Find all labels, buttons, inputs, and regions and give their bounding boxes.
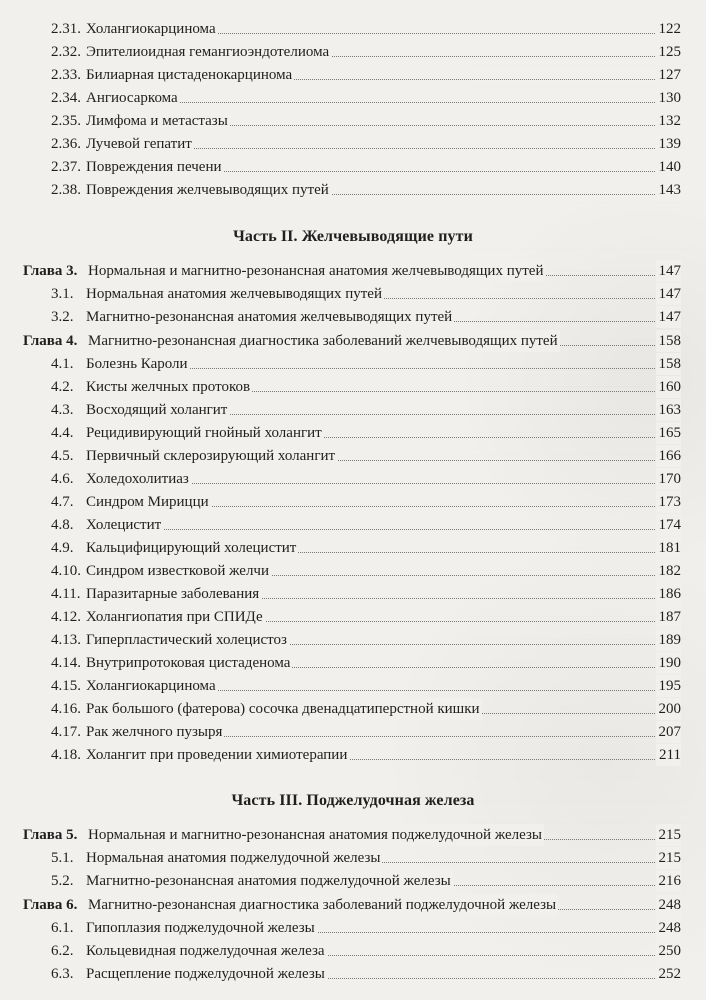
toc-section-row[interactable] [0, 940, 706, 962]
chapter-number: Глава 3. [23, 263, 78, 279]
toc-chapter-row[interactable] [0, 824, 706, 846]
page-number: 173 [656, 491, 682, 513]
section-title: Лучевой гепатит [86, 133, 194, 155]
section-title: Холангит при проведении химиотерапии [86, 744, 349, 766]
toc-section-row[interactable] [0, 629, 706, 651]
toc-section-row[interactable] [0, 399, 706, 421]
toc-chapter-row[interactable] [0, 260, 706, 282]
section-number: 4.4. [51, 425, 74, 441]
section-title: Внутрипротоковая цистаденома [86, 652, 292, 674]
toc-section-row[interactable] [0, 963, 706, 985]
section-title: Рецидивирующий гнойный холангит [86, 422, 324, 444]
page-number: 182 [656, 560, 682, 582]
section-title: Рак желчного пузыря [86, 721, 224, 743]
toc-section-row[interactable] [0, 376, 706, 398]
toc-section-row[interactable] [0, 652, 706, 674]
section-number: 4.7. [51, 494, 74, 510]
page-number: 147 [656, 260, 682, 282]
section-number: 4.9. [51, 540, 74, 556]
section-title: Восходящий холангит [86, 399, 229, 421]
section-number: 4.8. [51, 517, 74, 533]
page-number: 207 [656, 721, 682, 743]
page-number: 250 [656, 940, 682, 962]
chapter-title: Нормальная и магнитно-резонансная анатомия желчевыводящих путей [88, 260, 545, 282]
section-title: Нормальная анатомия поджелудочной железы [86, 847, 382, 869]
toc-section-row[interactable] [0, 675, 706, 697]
page-number: 127 [656, 64, 682, 86]
section-title: Кальцифицирующий холецистит [86, 537, 298, 559]
section-title: Лимфома и метастазы [86, 110, 230, 132]
toc-section-row[interactable] [0, 422, 706, 444]
section-number: 4.11. [51, 586, 81, 602]
section-number: 4.17. [51, 724, 81, 740]
chapter-number: Глава 5. [23, 827, 78, 843]
page-number: 166 [656, 445, 682, 467]
section-number: 2.31. [51, 21, 81, 37]
chapter-title: Магнитно-резонансная диагностика заболеваний поджелудочной железы [88, 894, 558, 916]
section-title: Болезнь Кароли [86, 353, 190, 375]
chapter-title: Магнитно-резонансная диагностика заболеваний желчевыводящих путей [88, 330, 560, 352]
part-heading: Часть III. Поджелудочная железа [231, 792, 475, 809]
toc-chapter-row[interactable] [0, 894, 706, 916]
chapter-number: Глава 4. [23, 333, 78, 349]
part-heading: Часть II. Желчевыводящие пути [233, 228, 473, 245]
toc-section-row[interactable] [0, 917, 706, 939]
page-number: 216 [656, 870, 682, 892]
section-number: 6.2. [51, 943, 74, 959]
page-number: 181 [656, 537, 682, 559]
section-title: Гипоплазия поджелудочной железы [86, 917, 317, 939]
toc-section-row[interactable] [0, 110, 706, 132]
page-number: 125 [656, 41, 682, 63]
toc-section-row[interactable] [0, 445, 706, 467]
page-number: 143 [656, 179, 682, 201]
toc-section-row[interactable] [0, 41, 706, 63]
page-number: 160 [656, 376, 682, 398]
section-number: 2.34. [51, 90, 81, 106]
page-number: 170 [656, 468, 682, 490]
page-number: 215 [656, 847, 682, 869]
section-number: 3.2. [51, 309, 74, 325]
section-number: 2.35. [51, 113, 81, 129]
page-number: 158 [656, 353, 682, 375]
page-number: 189 [656, 629, 682, 651]
chapter-title: Нормальная и магнитно-резонансная анатомия поджелудочной железы [88, 824, 544, 846]
page-number: 132 [656, 110, 682, 132]
section-title: Холангиокарцинома [86, 18, 218, 40]
toc-section-row[interactable] [0, 744, 706, 766]
toc-section-row[interactable] [0, 179, 706, 201]
section-title: Повреждения желчевыводящих путей [86, 179, 331, 201]
section-title: Ангиосаркома [86, 87, 180, 109]
page-number: 190 [656, 652, 682, 674]
section-number: 4.1. [51, 356, 74, 372]
page-number: 147 [656, 283, 682, 305]
section-title: Холангиопатия при СПИДе [86, 606, 265, 628]
section-title: Эпителиоидная гемангиоэндотелиома [86, 41, 331, 63]
page-number: 139 [656, 133, 682, 155]
section-number: 6.3. [51, 966, 74, 982]
section-title: Расщепление поджелудочной железы [86, 963, 327, 985]
section-title: Кольцевидная поджелудочная железа [86, 940, 327, 962]
section-title: Паразитарные заболевания [86, 583, 261, 605]
toc-section-row[interactable] [0, 468, 706, 490]
toc-section-row[interactable] [0, 721, 706, 743]
page-number: 165 [656, 422, 682, 444]
toc-section-row[interactable] [0, 606, 706, 628]
page-number: 140 [656, 156, 682, 178]
toc-section-row[interactable] [0, 698, 706, 720]
section-number: 2.37. [51, 159, 81, 175]
section-number: 3.1. [51, 286, 74, 302]
page-number: 158 [656, 330, 682, 352]
section-title: Холецистит [86, 514, 163, 536]
section-title: Гиперпластический холецистоз [86, 629, 289, 651]
section-number: 2.36. [51, 136, 81, 152]
section-number: 4.5. [51, 448, 74, 464]
toc-section-row[interactable] [0, 514, 706, 536]
section-number: 4.15. [51, 678, 81, 694]
section-number: 4.18. [51, 747, 81, 763]
page-number: 248 [656, 894, 682, 916]
toc-section-row[interactable] [0, 64, 706, 86]
section-title: Синдром известковой желчи [86, 560, 271, 582]
section-number: 4.14. [51, 655, 81, 671]
page-number: 211 [656, 744, 681, 766]
page-number: 252 [656, 963, 682, 985]
section-title: Рак большого (фатерова) сосочка двенадцатиперстной кишки [86, 698, 482, 720]
section-title: Нормальная анатомия желчевыводящих путей [86, 283, 384, 305]
toc-section-row[interactable] [0, 870, 706, 892]
section-number: 4.2. [51, 379, 74, 395]
section-number: 4.3. [51, 402, 74, 418]
page-number: 248 [656, 917, 682, 939]
section-number: 2.32. [51, 44, 81, 60]
toc-leader-dots [86, 529, 681, 530]
toc-section-row[interactable] [0, 537, 706, 559]
section-title: Холедохолитиаз [86, 468, 191, 490]
section-title: Билиарная цистаденокарцинома [86, 64, 294, 86]
toc-section-row[interactable] [0, 353, 706, 375]
section-number: 2.33. [51, 67, 81, 83]
toc-chapter-row[interactable] [0, 330, 706, 352]
toc-section-row[interactable] [0, 491, 706, 513]
page-number: 147 [656, 306, 682, 328]
page-number: 122 [656, 18, 682, 40]
section-title: Первичный склерозирующий холангит [86, 445, 337, 467]
toc-section-row[interactable] [0, 306, 706, 328]
section-number: 5.2. [51, 873, 74, 889]
section-title: Магнитно-резонансная анатомия желчевыводящих путей [86, 306, 454, 328]
toc-section-row[interactable] [0, 583, 706, 605]
page-number: 130 [656, 87, 682, 109]
page-number: 186 [656, 583, 682, 605]
section-title: Магнитно-резонансная анатомия поджелудочной железы [86, 870, 453, 892]
section-number: 4.6. [51, 471, 74, 487]
page-number: 200 [656, 698, 682, 720]
page-number: 195 [656, 675, 682, 697]
chapter-number: Глава 6. [23, 897, 78, 913]
section-number: 4.13. [51, 632, 81, 648]
toc-section-row[interactable] [0, 87, 706, 109]
toc-section-row[interactable] [0, 283, 706, 305]
toc-section-row[interactable] [0, 560, 706, 582]
page-number: 163 [656, 399, 682, 421]
toc-section-row[interactable] [0, 133, 706, 155]
page-number: 215 [656, 824, 682, 846]
section-number: 2.38. [51, 182, 81, 198]
section-title: Холангиокарцинома [86, 675, 218, 697]
page-number: 174 [656, 514, 682, 536]
page-number: 187 [656, 606, 682, 628]
section-title: Кисты желчных протоков [86, 376, 252, 398]
toc-section-row[interactable] [0, 847, 706, 869]
section-number: 4.12. [51, 609, 81, 625]
section-title: Повреждения печени [86, 156, 224, 178]
section-number: 4.10. [51, 563, 81, 579]
toc-section-row[interactable] [0, 156, 706, 178]
section-title: Синдром Мирицци [86, 491, 211, 513]
section-number: 4.16. [51, 701, 81, 717]
toc-section-row[interactable] [0, 18, 706, 40]
section-number: 6.1. [51, 920, 74, 936]
section-number: 5.1. [51, 850, 74, 866]
